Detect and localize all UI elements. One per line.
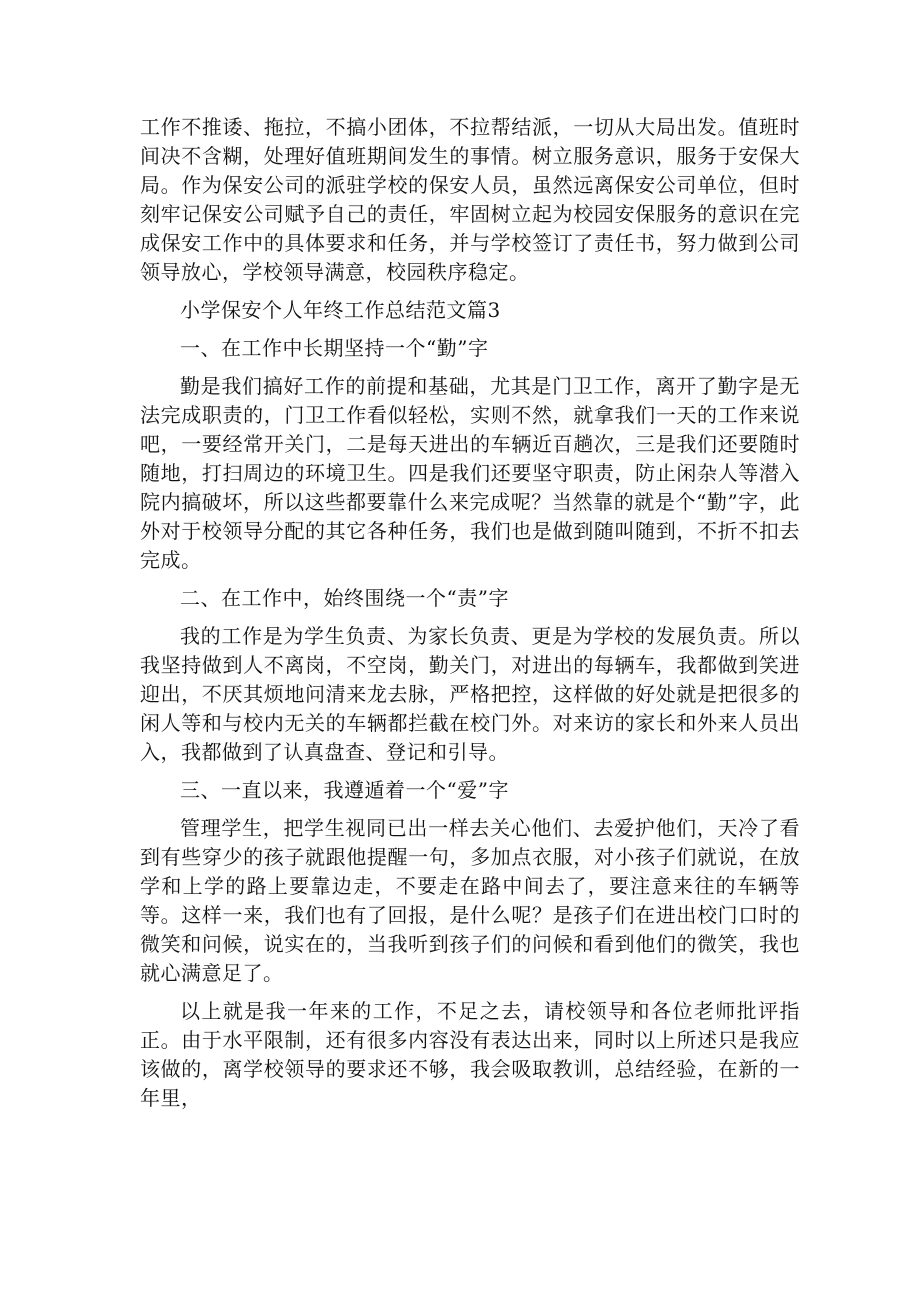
heading-responsibility: 二、在工作中，始终围绕一个“责”字 <box>180 586 509 610</box>
paragraph-intro: 工作不推诿、拖拉，不搞小团体，不拉帮结派，一切从大局出发。值班时间决不含糊，处理好值班期间发生的事情。树立服务意识，服务于安保大局。作为保安公司的派驻学校的保安人员，虽然远离保安公司单位，但时刻牢记保安公司赋予自己的责任，牢固树立起为校园安保服务的意识在完成保安工作中的具体要求和任务，并与学校签订了责任书，努力做到公司领导放心，学校领导满意，校园秩序稳定。 <box>140 115 800 284</box>
section-title: 小学保安个人年终工作总结范文篇3 <box>180 298 501 322</box>
heading-love: 三、一直以来，我遵遁着一个“爱”字 <box>180 778 509 802</box>
paragraph-conclusion: 以上就是我一年来的工作，不足之去，请校领导和各位老师批评指正。由于水平限制，还有很多内容没有表达出来，同时以上所述只是我应该做的，离学校领导的要求还不够，我会吸取教训，总结经验，在新的一年里， <box>140 999 800 1110</box>
heading-diligence: 一、在工作中长期坚持一个“勤”字 <box>180 336 489 360</box>
paragraph-love: 管理学生，把学生视同已出一样去关心他们、去爱护他们，天冷了看到有些穿少的孩子就跟他提醒一句，多加点衣服，对小孩子们就说，在放学和上学的路上要靠边走，不要走在路中间去了，要注意来往的车辆等等。这样一来，我们也有了回报，是什么呢？是孩子们在进出校门口时的微笑和问候，说实在的，当我听到孩子们的问候和看到他们的微笑，我也就心满意足了。 <box>140 816 800 985</box>
paragraph-diligence: 勤是我们搞好工作的前提和基础，尤其是门卫工作，离开了勤字是无法完成职责的，门卫工作看似轻松，实则不然，就拿我们一天的工作来说吧，一要经常开关门，二是每天进出的车辆近百趟次，三是我们还要随时随地，打扫周边的环境卫生。四是我们还要坚守职责，防止闲杂人等潜入院内搞破坏，所以这些都要靠什么来完成呢？当然靠的就是个“勤”字，此外对于校领导分配的其它各种任务，我们也是做到随叫随到，不折不扣去完成。 <box>140 374 800 572</box>
document-page <box>140 113 800 1113</box>
paragraph-responsibility: 我的工作是为学生负责、为家长负责、更是为学校的发展负责。所以我坚持做到人不离岗，不空岗，勤关门，对进出的每辆车，我都做到笑进迎出，不厌其烦地问清来龙去脉，严格把控，这样做的好处就是把很多的闲人等和与校内无关的车辆都拦截在校门外。对来访的家长和外来人员出入，我都做到了认真盘查、登记和引导。 <box>140 624 800 764</box>
